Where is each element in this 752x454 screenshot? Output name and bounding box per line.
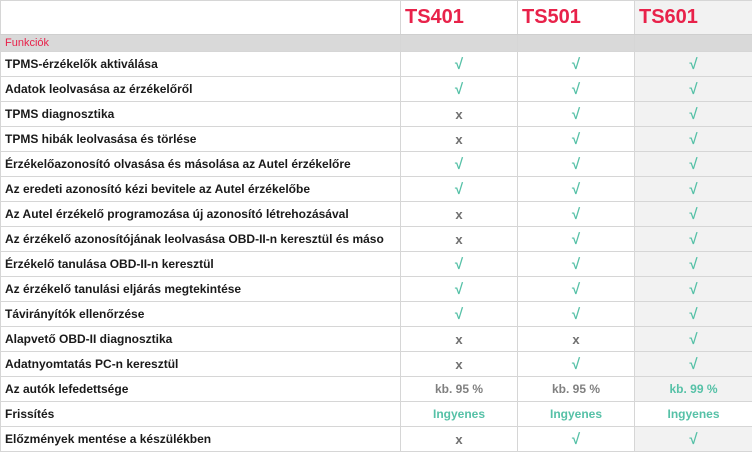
check-mark-icon: √ — [401, 177, 518, 202]
cross-mark-icon: x — [401, 227, 518, 252]
check-mark-icon: √ — [635, 177, 752, 202]
check-mark-icon: √ — [635, 102, 752, 127]
table-row — [1, 277, 752, 302]
table-row — [1, 402, 752, 427]
table-row — [1, 227, 752, 252]
table-row — [1, 52, 752, 77]
table-row — [1, 152, 752, 177]
cross-mark-icon: x — [401, 327, 518, 352]
section-label: Funkciók — [1, 35, 401, 52]
check-mark-icon: √ — [635, 127, 752, 152]
check-mark-icon: √ — [635, 302, 752, 327]
table-row — [1, 327, 752, 352]
check-mark-icon: √ — [518, 227, 635, 252]
model-header-ts401: TS401 — [401, 1, 518, 35]
check-mark-icon: √ — [518, 302, 635, 327]
update-value: Ingyenes — [518, 402, 635, 427]
check-mark-icon: √ — [635, 227, 752, 252]
table-row — [1, 127, 752, 152]
table-row — [1, 377, 752, 402]
feature-label: Az eredeti azonosító kézi bevitele az Autel érzékelőbe — [1, 177, 401, 202]
check-mark-icon: √ — [635, 277, 752, 302]
table-row — [1, 102, 752, 127]
header-row — [1, 1, 752, 35]
cross-mark-icon: x — [401, 427, 518, 452]
check-mark-icon: √ — [518, 152, 635, 177]
table-row — [1, 77, 752, 102]
feature-label: Érzékelőazonosító olvasása és másolása az Autel érzékelőre — [1, 152, 401, 177]
table-row — [1, 427, 752, 452]
check-mark-icon: √ — [518, 177, 635, 202]
feature-label: Alapvető OBD-II diagnosztika — [1, 327, 401, 352]
coverage-value: kb. 99 % — [635, 377, 752, 402]
coverage-value: kb. 95 % — [518, 377, 635, 402]
check-mark-icon: √ — [518, 352, 635, 377]
check-mark-icon: √ — [635, 352, 752, 377]
check-mark-icon: √ — [518, 277, 635, 302]
table-row — [1, 352, 752, 377]
check-mark-icon: √ — [518, 427, 635, 452]
check-mark-icon: √ — [518, 202, 635, 227]
feature-label: Az autók lefedettsége — [1, 377, 401, 402]
feature-label: Adatok leolvasása az érzékelőről — [1, 77, 401, 102]
cross-mark-icon: x — [401, 102, 518, 127]
feature-label: Frissítés — [1, 402, 401, 427]
check-mark-icon: √ — [401, 77, 518, 102]
check-mark-icon: √ — [401, 277, 518, 302]
check-mark-icon: √ — [635, 52, 752, 77]
check-mark-icon: √ — [518, 252, 635, 277]
feature-label: Előzmények mentése a készülékben — [1, 427, 401, 452]
section-cell — [401, 35, 518, 52]
cross-mark-icon: x — [401, 202, 518, 227]
check-mark-icon: √ — [401, 52, 518, 77]
check-mark-icon: √ — [635, 252, 752, 277]
cross-mark-icon: x — [401, 352, 518, 377]
check-mark-icon: √ — [401, 252, 518, 277]
feature-label: TPMS-érzékelők aktiválása — [1, 52, 401, 77]
table-row — [1, 177, 752, 202]
model-header-ts501: TS501 — [518, 1, 635, 35]
check-mark-icon: √ — [401, 152, 518, 177]
check-mark-icon: √ — [635, 327, 752, 352]
feature-label: Érzékelő tanulása OBD-II-n keresztül — [1, 252, 401, 277]
check-mark-icon: √ — [518, 77, 635, 102]
feature-label: TPMS diagnosztika — [1, 102, 401, 127]
feature-label: Az érzékelő tanulási eljárás megtekintése — [1, 277, 401, 302]
feature-label: Az Autel érzékelő programozása új azonosító létrehozásával — [1, 202, 401, 227]
header-corner-cell — [1, 1, 401, 35]
table-row — [1, 252, 752, 277]
feature-label: Távirányítók ellenőrzése — [1, 302, 401, 327]
feature-label: Az érzékelő azonosítójának leolvasása OBD-II-n keresztül és máso — [1, 227, 401, 252]
check-mark-icon: √ — [518, 52, 635, 77]
check-mark-icon: √ — [635, 77, 752, 102]
coverage-value: kb. 95 % — [401, 377, 518, 402]
cross-mark-icon: x — [401, 127, 518, 152]
update-value: Ingyenes — [635, 402, 752, 427]
feature-label: Adatnyomtatás PC-n keresztül — [1, 352, 401, 377]
section-row — [1, 35, 752, 52]
check-mark-icon: √ — [635, 202, 752, 227]
section-cell — [518, 35, 635, 52]
check-mark-icon: √ — [635, 427, 752, 452]
model-header-ts601: TS601 — [635, 1, 752, 35]
feature-label: TPMS hibák leolvasása és törlése — [1, 127, 401, 152]
section-cell — [635, 35, 752, 52]
check-mark-icon: √ — [518, 102, 635, 127]
table-row — [1, 202, 752, 227]
update-value: Ingyenes — [401, 402, 518, 427]
check-mark-icon: √ — [401, 302, 518, 327]
feature-rows — [1, 52, 752, 452]
cross-mark-icon: x — [518, 327, 635, 352]
check-mark-icon: √ — [518, 127, 635, 152]
table-row — [1, 302, 752, 327]
check-mark-icon: √ — [635, 152, 752, 177]
